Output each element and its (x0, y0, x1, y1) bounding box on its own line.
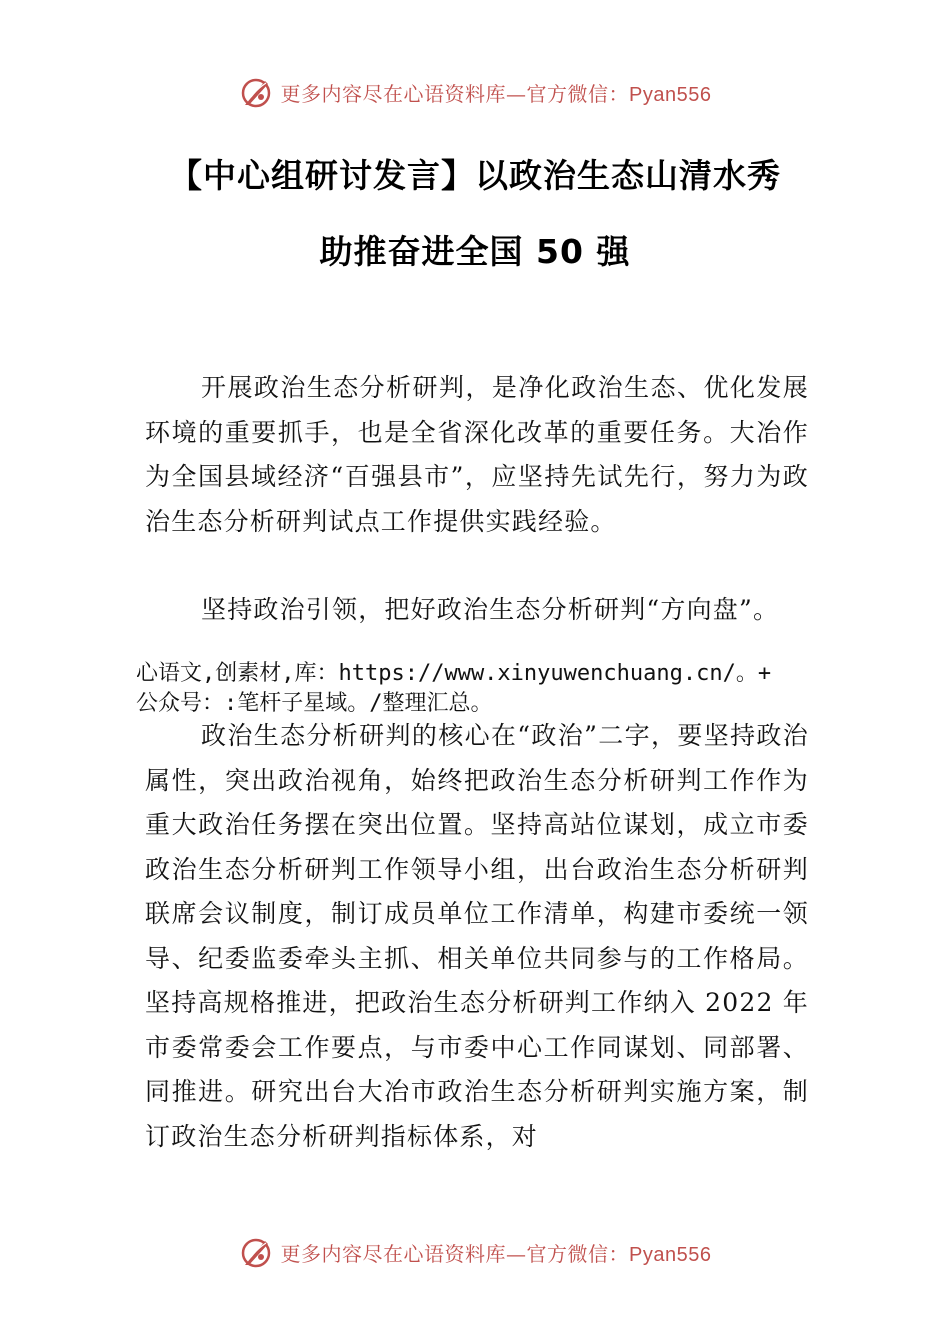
quill-logo-icon (239, 75, 273, 109)
document-title-line1: 【中心组研讨发言】以政治生态山清水秀 (169, 156, 781, 195)
banner-text: 更多内容尽在心语资料库—官方微信：Pyan556 (280, 81, 712, 106)
quill-logo-icon (239, 1235, 273, 1269)
header-banner (0, 72, 950, 112)
source-watermark-line2: 公众号：:笔杆子星域。/整理汇总。 (136, 691, 493, 716)
footer-banner (0, 1232, 950, 1272)
paragraph-body: 政治生态分析研判的核心在“政治”二字，要坚持政治属性，突出政治视角，始终把政治生态分析研判工作作为重大政治任务摆在突出位置。坚持高站位谋划，成立市委政治生态分析研判工作领导小组，出台政治生态分析研判联席会议制度，制订成员单位工作清单，构建市委统一领导、纪委监委牵头主抓、相关单位共同参与的工作格局。坚持高规格推进，把政治生态分析研判工作纳入 2022 年市委常委会工作要点，与市委中心工作同谋划、同部署、同推进。研究出台大冶市政治生态分析研判实施方案，制订政治生态分析研判指标体系，对 (145, 721, 809, 1151)
wechat-id: Pyan556 (629, 83, 712, 106)
source-watermark-line1: 心语文,创素材,库：https://www.xinyuwenchuang.cn/。+ (136, 661, 772, 686)
banner-text: 更多内容尽在心语资料库—官方微信：Pyan556 (280, 1241, 712, 1266)
document-title-line2: 助推奋进全国 50 强 (319, 232, 631, 271)
wechat-id: Pyan556 (629, 1243, 712, 1266)
paragraph-heading: 坚持政治引领，把好政治生态分析研判“方向盘”。 (201, 595, 780, 624)
paragraph-intro: 开展政治生态分析研判，是净化政治生态、优化发展环境的重要抓手，也是全省深化改革的重要任务。大冶作为全国县域经济“百强县市”，应坚持先试先行，努力为政治生态分析研判试点工作提供实践经验。 (145, 373, 809, 536)
